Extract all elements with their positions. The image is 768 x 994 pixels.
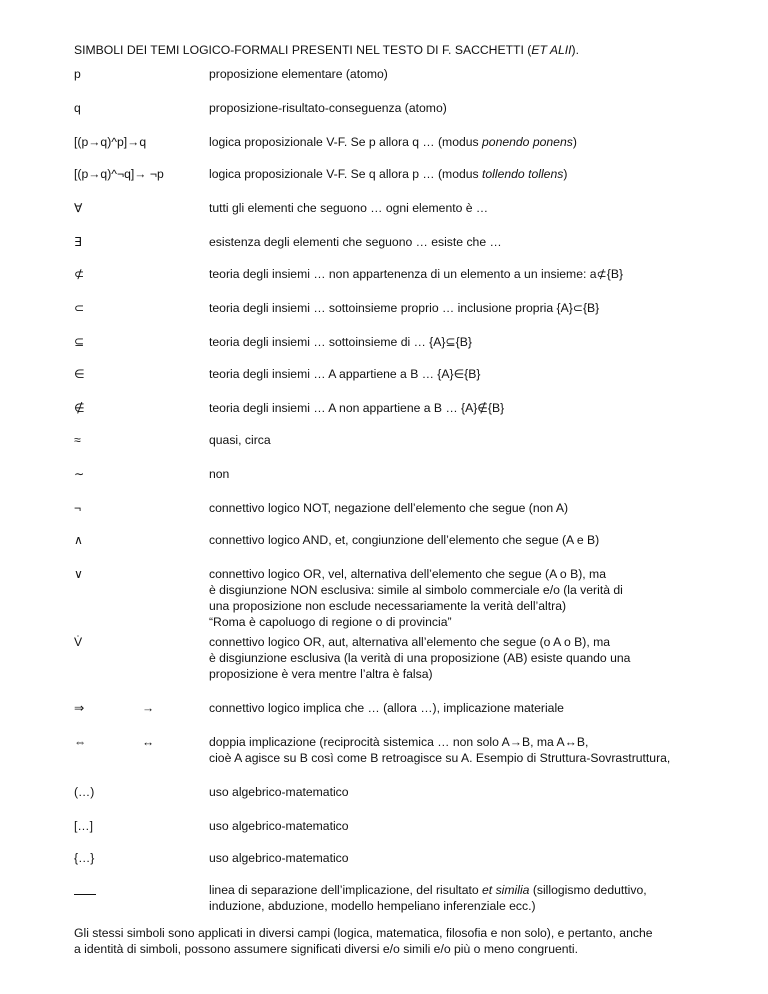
symbol-glyph: […] — [74, 819, 93, 833]
symbol-description — [209, 466, 768, 482]
description-line: uso algebrico-matematico — [209, 851, 349, 865]
symbol-glyph: ∉ — [74, 401, 85, 415]
symbol-glyph: [(p→q)^¬q]→ ¬p — [74, 167, 164, 181]
description-line: induzione, abduzione, modello hempeliano inferenziale ecc.) — [209, 899, 536, 913]
symbol-glyph: ≈ — [74, 433, 81, 447]
symbol-description — [209, 784, 768, 800]
description-line: quasi, circa — [209, 433, 271, 447]
description-line: connettivo logico implica che … (allora …), implicazione materiale — [209, 701, 564, 715]
description-line: non — [209, 467, 230, 481]
description-line: è disgiunzione esclusiva (la verità di una proposizione (AB) esiste quando una — [209, 651, 631, 665]
symbol-glyph: ∃ — [74, 235, 82, 249]
description-line: teoria degli insiemi … A appartiene a B … {A}∈{B} — [209, 367, 481, 381]
footer-line: a identità di simboli, possono assumere significati diversi e/o simili e/o più o meno congruenti. — [74, 942, 579, 956]
symbol-description — [209, 266, 768, 282]
document-title: SIMBOLI DEI TEMI LOGICO-FORMALI PRESENTI NEL TESTO DI F. SACCHETTI (ET ALII). — [74, 43, 579, 57]
symbol-glyph: ∧ — [74, 533, 83, 547]
symbol-glyph: q — [74, 101, 81, 115]
separator-line-symbol — [74, 882, 96, 895]
symbol-glyph: ∀ — [74, 201, 83, 215]
symbol-glyph: {…} — [74, 851, 95, 865]
symbol-glyph: ∈ — [74, 367, 85, 381]
symbol-description — [209, 850, 768, 866]
symbol-description — [209, 818, 768, 834]
description-line: connettivo logico OR, vel, alternativa dell’elemento che segue (A o B), ma — [209, 567, 606, 581]
symbol-glyph: [(p→q)^p]→q — [74, 135, 147, 149]
description-line: teoria degli insiemi … A non appartiene a B … {A}∉{B} — [209, 401, 505, 415]
symbol-glyph: ⊂ — [74, 301, 85, 315]
symbol-description — [209, 100, 768, 116]
description-line: proposizione-risultato-conseguenza (atomo) — [209, 101, 447, 115]
description-line: è disgiunzione NON esclusiva: simile al simbolo commerciale e/o (la verità di — [209, 583, 623, 597]
symbol-description — [209, 366, 768, 382]
description-line: connettivo logico NOT, negazione dell’elemento che segue (non A) — [209, 501, 569, 515]
description-line: teoria degli insiemi … non appartenenza di un elemento a un insieme: a⊄{B} — [209, 267, 624, 281]
symbol-description — [209, 634, 768, 682]
description-line: connettivo logico AND, et, congiunzione dell’elemento che segue (A e B) — [209, 533, 600, 547]
description-line: logica proposizionale V-F. Se p allora q … (modus ponendo ponens) — [209, 135, 577, 149]
symbol-glyph: (…) — [74, 785, 95, 799]
symbol-description — [209, 566, 768, 630]
symbol-description — [209, 134, 768, 150]
description-line: teoria degli insiemi … sottoinsieme proprio … inclusione propria {A}⊂{B} — [209, 301, 600, 315]
symbol-description — [209, 500, 768, 516]
description-line: doppia implicazione (reciprocità sistemica … non solo A→B, ma A↔B, — [209, 735, 589, 749]
symbol-glyph: ⊆ — [74, 335, 85, 349]
description-line: “Roma è capoluogo di regione o di provincia” — [209, 615, 452, 629]
symbol-description — [209, 234, 768, 250]
symbol-description — [209, 200, 768, 216]
description-line: logica proposizionale V-F. Se q allora p … (modus tollendo tollens) — [209, 167, 568, 181]
description-line: tutti gli elementi che seguono … ogni elemento è … — [209, 201, 489, 215]
symbol-description — [209, 300, 768, 316]
symbol-glyph: ∼ — [74, 467, 85, 481]
symbol-glyph: ⇔ — [74, 735, 87, 749]
symbol-description — [209, 734, 768, 766]
description-line: uso algebrico-matematico — [209, 819, 349, 833]
symbol-description — [209, 166, 768, 182]
description-line: una proposizione non esclude necessariamente la verità dell’altra) — [209, 599, 567, 613]
symbol-glyph: ¬ — [74, 501, 82, 515]
symbol-glyph-alt: → — [142, 701, 155, 715]
description-line: proposizione è vera mentre l’altra è falsa) — [209, 667, 433, 681]
description-line: proposizione elementare (atomo) — [209, 67, 388, 81]
symbol-description — [209, 432, 768, 448]
symbol-description — [209, 334, 768, 350]
symbol-glyph: ⇒ — [74, 701, 85, 715]
description-line: connettivo logico OR, aut, alternativa all’elemento che segue (o A o B), ma — [209, 635, 611, 649]
symbol-description — [209, 700, 768, 716]
footer-note — [74, 925, 714, 957]
description-line: cioè A agisce su B così come B retroagisce su A. Esempio di Struttura-Sovrastruttura, — [209, 751, 671, 765]
symbol-description — [209, 400, 768, 416]
symbol-description — [209, 532, 768, 548]
description-line: teoria degli insiemi … sottoinsieme di … {A}⊆{B} — [209, 335, 472, 349]
symbol-description — [209, 66, 768, 82]
symbol-glyph: V̇ — [74, 635, 83, 649]
description-line: linea di separazione dell’implicazione, del risultato et similia (sillogismo deduttivo, — [209, 883, 647, 897]
symbol-glyph: p — [74, 67, 81, 81]
symbol-glyph-alt: ↔ — [142, 735, 155, 749]
footer-line: Gli stessi simboli sono applicati in diversi campi (logica, matematica, filosofia e non solo), e pertanto, anche — [74, 926, 653, 940]
description-line: esistenza degli elementi che seguono … esiste che … — [209, 235, 502, 249]
symbol-glyph: ⊄ — [74, 267, 85, 281]
symbol-glyph — [74, 882, 96, 899]
symbol-description — [209, 882, 768, 914]
symbol-glyph: ∨ — [74, 567, 83, 581]
description-line: uso algebrico-matematico — [209, 785, 349, 799]
